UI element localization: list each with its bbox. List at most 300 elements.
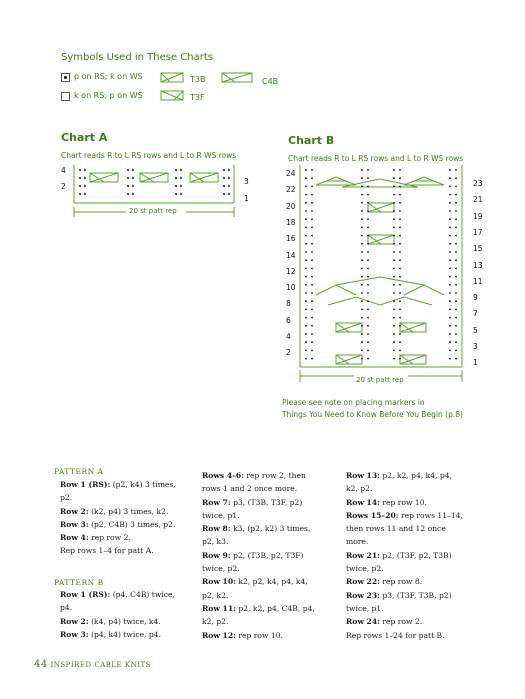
purl-dot bbox=[361, 194, 363, 196]
purl-dot bbox=[361, 259, 363, 261]
purl-dot bbox=[455, 169, 457, 171]
purl-dot bbox=[305, 309, 307, 311]
purl-dot bbox=[399, 292, 401, 294]
purl-dot bbox=[399, 341, 401, 343]
purl-dot bbox=[449, 333, 451, 335]
pattern-line bbox=[202, 629, 315, 642]
purl-dot bbox=[311, 309, 313, 311]
pattern-line bbox=[202, 549, 315, 562]
purl-dot bbox=[305, 292, 307, 294]
purl-dot bbox=[305, 169, 307, 171]
pattern-b-text bbox=[60, 588, 175, 641]
purl-dot bbox=[399, 325, 401, 327]
purl-dot bbox=[393, 276, 395, 278]
chart-a-row-2: 2 bbox=[61, 182, 66, 191]
purl-dot bbox=[367, 194, 369, 196]
purl-dot bbox=[393, 210, 395, 212]
purl-dot bbox=[455, 350, 457, 352]
purl-dot bbox=[455, 194, 457, 196]
pattern-line bbox=[346, 509, 463, 522]
purl-dot bbox=[367, 333, 369, 335]
row-label: Row 13: bbox=[346, 471, 380, 480]
purl-dot bbox=[361, 202, 363, 204]
purl-dot bbox=[367, 341, 369, 343]
purl-dot bbox=[399, 194, 401, 196]
page-number: 44 bbox=[34, 659, 48, 670]
pattern-line bbox=[346, 482, 463, 495]
purl-dot bbox=[311, 210, 313, 212]
purl-dot bbox=[305, 300, 307, 302]
book-title: INSPIRED CABLE KNITS bbox=[50, 661, 151, 669]
row-instructions: (k4, p4) twice, k4. bbox=[88, 616, 161, 626]
row-label: Row 11: bbox=[202, 603, 236, 613]
row-instructions: twice, p2. bbox=[202, 564, 240, 574]
row-label: Row 1 (RS): bbox=[60, 590, 111, 599]
row-instructions: (p4, k4) twice, p4. bbox=[88, 629, 162, 639]
purl-dot bbox=[393, 259, 395, 261]
row-instructions: rep rows 11–14, bbox=[398, 510, 463, 520]
purl-dot bbox=[455, 276, 457, 278]
purl-dot bbox=[399, 300, 401, 302]
purl-dot bbox=[305, 218, 307, 220]
purl-dot bbox=[393, 227, 395, 229]
row-instructions: Rep rows 1–4 for patt A. bbox=[60, 546, 154, 556]
purl-dot bbox=[393, 284, 395, 286]
purl-dot bbox=[455, 292, 457, 294]
purl-dot bbox=[449, 284, 451, 286]
row-instructions: k3, (p2, k2) 3 times, bbox=[230, 524, 311, 534]
pattern-line bbox=[202, 482, 315, 495]
purl-dot bbox=[399, 358, 401, 360]
chart-b-title: Chart B bbox=[288, 134, 335, 147]
row-label: Rows 4–6: bbox=[202, 471, 244, 480]
pattern-line bbox=[60, 544, 176, 557]
chart-b-row-number: 19 bbox=[473, 211, 483, 221]
row-label: Row 23: bbox=[346, 590, 380, 600]
pattern-line bbox=[346, 629, 463, 642]
purl-dot bbox=[455, 268, 457, 270]
purl-dot bbox=[367, 177, 369, 179]
purl-dot bbox=[449, 243, 451, 245]
pattern-line bbox=[202, 469, 315, 482]
row-instructions: twice, p1. bbox=[346, 603, 384, 613]
purl-dot bbox=[305, 268, 307, 270]
purl-dot bbox=[449, 341, 451, 343]
purl-dot bbox=[449, 358, 451, 360]
pattern-line bbox=[346, 522, 463, 535]
c4b-symbol-icon bbox=[221, 72, 253, 84]
purl-dot bbox=[367, 358, 369, 360]
purl-dot bbox=[399, 268, 401, 270]
purl-dot bbox=[367, 268, 369, 270]
purl-dot bbox=[399, 276, 401, 278]
purl-dot bbox=[305, 227, 307, 229]
purl-dot bbox=[305, 210, 307, 212]
chart-b-row-number: 13 bbox=[473, 260, 483, 270]
purl-dot bbox=[449, 235, 451, 237]
chart-b-row-number: 6 bbox=[286, 315, 291, 325]
purl-dot bbox=[449, 276, 451, 278]
purl-dot bbox=[393, 292, 395, 294]
purl-dot bbox=[393, 325, 395, 327]
purl-dot bbox=[305, 259, 307, 261]
row-label: Row 24: bbox=[346, 617, 380, 627]
purl-dot bbox=[449, 186, 451, 188]
pattern-a-text bbox=[60, 478, 176, 558]
purl-dot bbox=[361, 268, 363, 270]
pattern-line bbox=[202, 496, 315, 509]
purl-dot bbox=[311, 268, 313, 270]
pattern-line bbox=[346, 496, 463, 509]
purl-dot bbox=[455, 358, 457, 360]
purl-dot bbox=[367, 243, 369, 245]
purl-dot bbox=[367, 317, 369, 319]
cross-symbols-icon bbox=[160, 72, 186, 104]
purl-dot bbox=[455, 227, 457, 229]
purl-dot bbox=[361, 309, 363, 311]
purl-dot bbox=[399, 309, 401, 311]
purl-dot bbox=[367, 202, 369, 204]
chart-b-row-number: 1 bbox=[473, 358, 478, 368]
pattern-line bbox=[346, 602, 463, 615]
purl-dot bbox=[367, 235, 369, 237]
row-label: Row 7: bbox=[202, 497, 231, 507]
purl-dot bbox=[449, 169, 451, 171]
row-label: Row 2: bbox=[60, 616, 89, 626]
row-instructions: p2, k2, p4, k4, p4, bbox=[379, 471, 453, 480]
purl-dot bbox=[393, 350, 395, 352]
purl-dot bbox=[361, 227, 363, 229]
purl-dot bbox=[393, 186, 395, 188]
purl-dot bbox=[393, 358, 395, 360]
purl-dot bbox=[305, 341, 307, 343]
pattern-line bbox=[60, 518, 176, 531]
purl-dot bbox=[361, 177, 363, 179]
chart-b-repeat-label: 20 st patt rep bbox=[356, 376, 404, 384]
purl-dot bbox=[449, 218, 451, 220]
purl-dot bbox=[449, 325, 451, 327]
purl-dot bbox=[311, 317, 313, 319]
chart-b-row-number: 2 bbox=[286, 348, 291, 358]
purl-dot bbox=[455, 317, 457, 319]
purl-dot bbox=[311, 235, 313, 237]
purl-dot bbox=[393, 218, 395, 220]
purl-dot bbox=[361, 284, 363, 286]
chart-b-row-number: 3 bbox=[473, 342, 478, 351]
pattern-line bbox=[202, 535, 315, 548]
purl-dot bbox=[361, 251, 363, 253]
row-instructions: p2, k2, p4, C4B, p4, bbox=[235, 603, 315, 613]
purl-dot bbox=[361, 235, 363, 237]
purl-dot bbox=[311, 218, 313, 220]
chart-b-row-number: 5 bbox=[473, 325, 478, 335]
purl-dot bbox=[305, 235, 307, 237]
purl-dot bbox=[393, 333, 395, 335]
row-instructions: (p4, C4B) twice, bbox=[110, 590, 175, 599]
purl-dot bbox=[361, 169, 363, 171]
pattern-line bbox=[60, 491, 176, 504]
pattern-line bbox=[202, 509, 315, 522]
purl-dot bbox=[399, 350, 401, 352]
purl-dot bbox=[455, 218, 457, 220]
purl-dot bbox=[449, 227, 451, 229]
row-instructions: (p2, k4) 3 times, bbox=[110, 480, 176, 489]
purl-dot bbox=[361, 210, 363, 212]
purl-dot bbox=[311, 194, 313, 196]
purl-dot bbox=[449, 309, 451, 311]
chart-b-note-line-1: Please see note on placing markers in bbox=[282, 398, 425, 407]
chart-a-row-4: 4 bbox=[61, 166, 66, 175]
purl-dot bbox=[361, 218, 363, 220]
purl-dot bbox=[367, 350, 369, 352]
purl-dot bbox=[311, 259, 313, 261]
purl-dot bbox=[399, 177, 401, 179]
purl-dot bbox=[305, 186, 307, 188]
t3b-label: T3B bbox=[190, 75, 206, 84]
row-instructions: rep row 2. bbox=[379, 617, 423, 627]
chart-b-row-number: 16 bbox=[286, 234, 296, 244]
purl-symbol-label: p on RS; k on WS bbox=[74, 72, 143, 81]
chart-b-row-number: 8 bbox=[286, 299, 291, 309]
purl-dot bbox=[455, 251, 457, 253]
purl-dot bbox=[361, 300, 363, 302]
purl-dot bbox=[305, 325, 307, 327]
purl-dot bbox=[455, 333, 457, 335]
purl-dot bbox=[449, 177, 451, 179]
pattern-line bbox=[346, 615, 463, 628]
row-label: Row 9: bbox=[202, 550, 231, 560]
pattern-line bbox=[60, 531, 176, 544]
chart-b-row-number: 24 bbox=[286, 169, 296, 178]
purl-dot bbox=[449, 259, 451, 261]
row-instructions: rep row 8. bbox=[379, 577, 423, 587]
purl-dot bbox=[399, 333, 401, 335]
purl-dot bbox=[449, 268, 451, 270]
row-label: Row 3: bbox=[60, 629, 89, 639]
pattern-line bbox=[202, 575, 315, 588]
purl-symbol-icon bbox=[61, 73, 70, 82]
pattern-line bbox=[346, 589, 463, 602]
purl-dot bbox=[455, 309, 457, 311]
purl-dot bbox=[399, 186, 401, 188]
purl-dot bbox=[305, 177, 307, 179]
row-label: Row 2: bbox=[60, 506, 89, 516]
purl-dot bbox=[399, 251, 401, 253]
purl-dot bbox=[361, 350, 363, 352]
row-label: Row 14: bbox=[346, 497, 380, 507]
purl-dot bbox=[311, 341, 313, 343]
purl-dot bbox=[367, 309, 369, 311]
purl-dot bbox=[399, 243, 401, 245]
purl-dot bbox=[393, 341, 395, 343]
purl-dot bbox=[361, 186, 363, 188]
purl-dot bbox=[449, 292, 451, 294]
purl-dot bbox=[455, 259, 457, 261]
row-instructions: p4. bbox=[60, 603, 73, 613]
purl-dot bbox=[361, 243, 363, 245]
row-instructions: more. bbox=[346, 537, 369, 547]
purl-dot bbox=[361, 341, 363, 343]
chart-a-title: Chart A bbox=[61, 131, 108, 144]
purl-dot bbox=[399, 218, 401, 220]
row-instructions: p2, (T3F, p2, T3B) bbox=[379, 550, 452, 560]
purl-dot bbox=[305, 284, 307, 286]
row-instructions: rep row 10. bbox=[235, 630, 283, 640]
purl-dot bbox=[399, 259, 401, 261]
purl-dot bbox=[311, 251, 313, 253]
purl-dot bbox=[311, 177, 313, 179]
row-instructions: rep row 2. bbox=[88, 533, 131, 543]
purl-dot bbox=[305, 317, 307, 319]
pattern-line bbox=[346, 469, 463, 482]
row-instructions: p3, (T3F, T3B, p2) bbox=[379, 590, 452, 600]
pattern-line bbox=[60, 615, 175, 628]
symbols-title: Symbols Used in These Charts bbox=[61, 52, 213, 63]
purl-dot bbox=[361, 325, 363, 327]
purl-dot bbox=[393, 243, 395, 245]
purl-dot bbox=[399, 235, 401, 237]
purl-dot bbox=[449, 350, 451, 352]
chart-b-subtitle: Chart reads R to L RS rows and L to R WS rows bbox=[288, 154, 464, 163]
purl-dot bbox=[305, 251, 307, 253]
purl-dot bbox=[367, 186, 369, 188]
purl-dot bbox=[455, 202, 457, 204]
chart-b-row-number: 9 bbox=[473, 293, 478, 303]
purl-dot bbox=[393, 309, 395, 311]
pattern-b-text-column-3 bbox=[346, 469, 463, 642]
purl-dot bbox=[311, 227, 313, 229]
pattern-line bbox=[60, 588, 175, 601]
purl-dot bbox=[367, 284, 369, 286]
chart-b-note bbox=[282, 397, 463, 421]
purl-dot bbox=[455, 210, 457, 212]
purl-dot bbox=[311, 169, 313, 171]
purl-dot bbox=[361, 317, 363, 319]
purl-dot bbox=[399, 202, 401, 204]
purl-dot bbox=[399, 317, 401, 319]
purl-dot bbox=[361, 276, 363, 278]
chart-b-row-number: 7 bbox=[473, 309, 478, 319]
pattern-b-text-column-2 bbox=[202, 469, 315, 642]
purl-dot bbox=[305, 333, 307, 335]
row-instructions: p2. bbox=[60, 493, 73, 503]
knit-symbol-icon bbox=[61, 92, 70, 101]
pattern-b-heading: PATTERN B bbox=[54, 578, 104, 587]
purl-dot bbox=[399, 169, 401, 171]
purl-dot bbox=[455, 243, 457, 245]
purl-dot bbox=[311, 284, 313, 286]
purl-dot bbox=[399, 210, 401, 212]
row-instructions: then rows 11 and 12 once bbox=[346, 524, 446, 534]
row-label: Row 22: bbox=[346, 577, 380, 587]
chart-b-row-number: 12 bbox=[286, 266, 296, 276]
row-instructions: rep row 2, then bbox=[244, 471, 306, 480]
row-instructions: twice, p2. bbox=[346, 564, 384, 574]
pattern-line bbox=[60, 478, 176, 491]
purl-dot bbox=[361, 292, 363, 294]
purl-dot bbox=[367, 218, 369, 220]
purl-dot bbox=[367, 210, 369, 212]
chart-a-row-1: 1 bbox=[244, 194, 249, 203]
pattern-line bbox=[60, 601, 175, 614]
t3f-label: T3F bbox=[190, 93, 205, 102]
purl-dot bbox=[367, 227, 369, 229]
purl-dot bbox=[367, 276, 369, 278]
row-instructions: k2, p2. bbox=[202, 617, 229, 627]
pattern-line bbox=[346, 549, 463, 562]
chart-b-row-number: 20 bbox=[286, 201, 296, 211]
chart-b-row-number: 22 bbox=[286, 185, 296, 195]
purl-dot bbox=[305, 276, 307, 278]
row-label: Row 3: bbox=[60, 519, 89, 529]
purl-dot bbox=[449, 194, 451, 196]
chart-a-repeat-label: 20 st patt rep bbox=[129, 207, 177, 215]
row-instructions: twice, p1. bbox=[202, 510, 240, 520]
purl-dot bbox=[305, 243, 307, 245]
chart-a-row-3: 3 bbox=[244, 177, 249, 186]
row-label: Row 12: bbox=[202, 630, 236, 640]
purl-dot bbox=[393, 317, 395, 319]
purl-dot bbox=[367, 300, 369, 302]
purl-dot bbox=[367, 292, 369, 294]
purl-dot bbox=[305, 202, 307, 204]
pattern-line bbox=[202, 602, 315, 615]
chart-b-row-number: 14 bbox=[286, 250, 296, 260]
chart-b-note-line-2: Things You Need to Know Before You Begin (p.8) bbox=[282, 410, 463, 419]
purl-dot bbox=[311, 276, 313, 278]
purl-dot bbox=[393, 300, 395, 302]
pattern-line bbox=[202, 562, 315, 575]
row-instructions: p2, k3. bbox=[202, 537, 229, 547]
pattern-a-heading: PATTERN A bbox=[54, 467, 104, 476]
purl-dot bbox=[311, 300, 313, 302]
purl-dot bbox=[399, 284, 401, 286]
purl-dot bbox=[399, 227, 401, 229]
purl-dot bbox=[455, 300, 457, 302]
row-instructions: k2, p2, k4, p4, k4, bbox=[235, 577, 308, 587]
purl-dot bbox=[361, 333, 363, 335]
chart-b-row-number: 18 bbox=[286, 217, 296, 227]
c4b-label: C4B bbox=[262, 77, 279, 86]
purl-dot bbox=[393, 202, 395, 204]
purl-dot bbox=[393, 194, 395, 196]
row-instructions: Rep rows 1–24 for patt B. bbox=[346, 630, 445, 640]
row-instructions: p2, (T3B, p2, T3F) bbox=[230, 550, 304, 560]
row-instructions: rep row 10. bbox=[379, 497, 427, 507]
purl-dot bbox=[361, 358, 363, 360]
purl-dot bbox=[367, 259, 369, 261]
chart-b-row-number: 17 bbox=[473, 227, 483, 237]
pattern-line bbox=[60, 505, 176, 518]
chart-a-subtitle: Chart reads R to L RS rows and L to R WS rows bbox=[61, 151, 237, 160]
purl-dot bbox=[449, 251, 451, 253]
purl-dot bbox=[449, 317, 451, 319]
chart-b-row-number: 23 bbox=[473, 179, 483, 188]
chart-b-row-number: 4 bbox=[286, 332, 291, 341]
purl-dot bbox=[311, 333, 313, 335]
row-instructions: p2, k2. bbox=[202, 590, 229, 600]
purl-dot bbox=[393, 235, 395, 237]
row-instructions: k2, p2. bbox=[346, 484, 373, 494]
chart-b-row-number: 21 bbox=[473, 195, 483, 205]
purl-dot bbox=[367, 325, 369, 327]
row-instructions: rows 1 and 2 once more. bbox=[202, 484, 298, 494]
purl-dot bbox=[455, 284, 457, 286]
purl-dot bbox=[393, 177, 395, 179]
row-label: Row 10: bbox=[202, 577, 236, 587]
purl-dot bbox=[305, 350, 307, 352]
purl-dot bbox=[455, 341, 457, 343]
